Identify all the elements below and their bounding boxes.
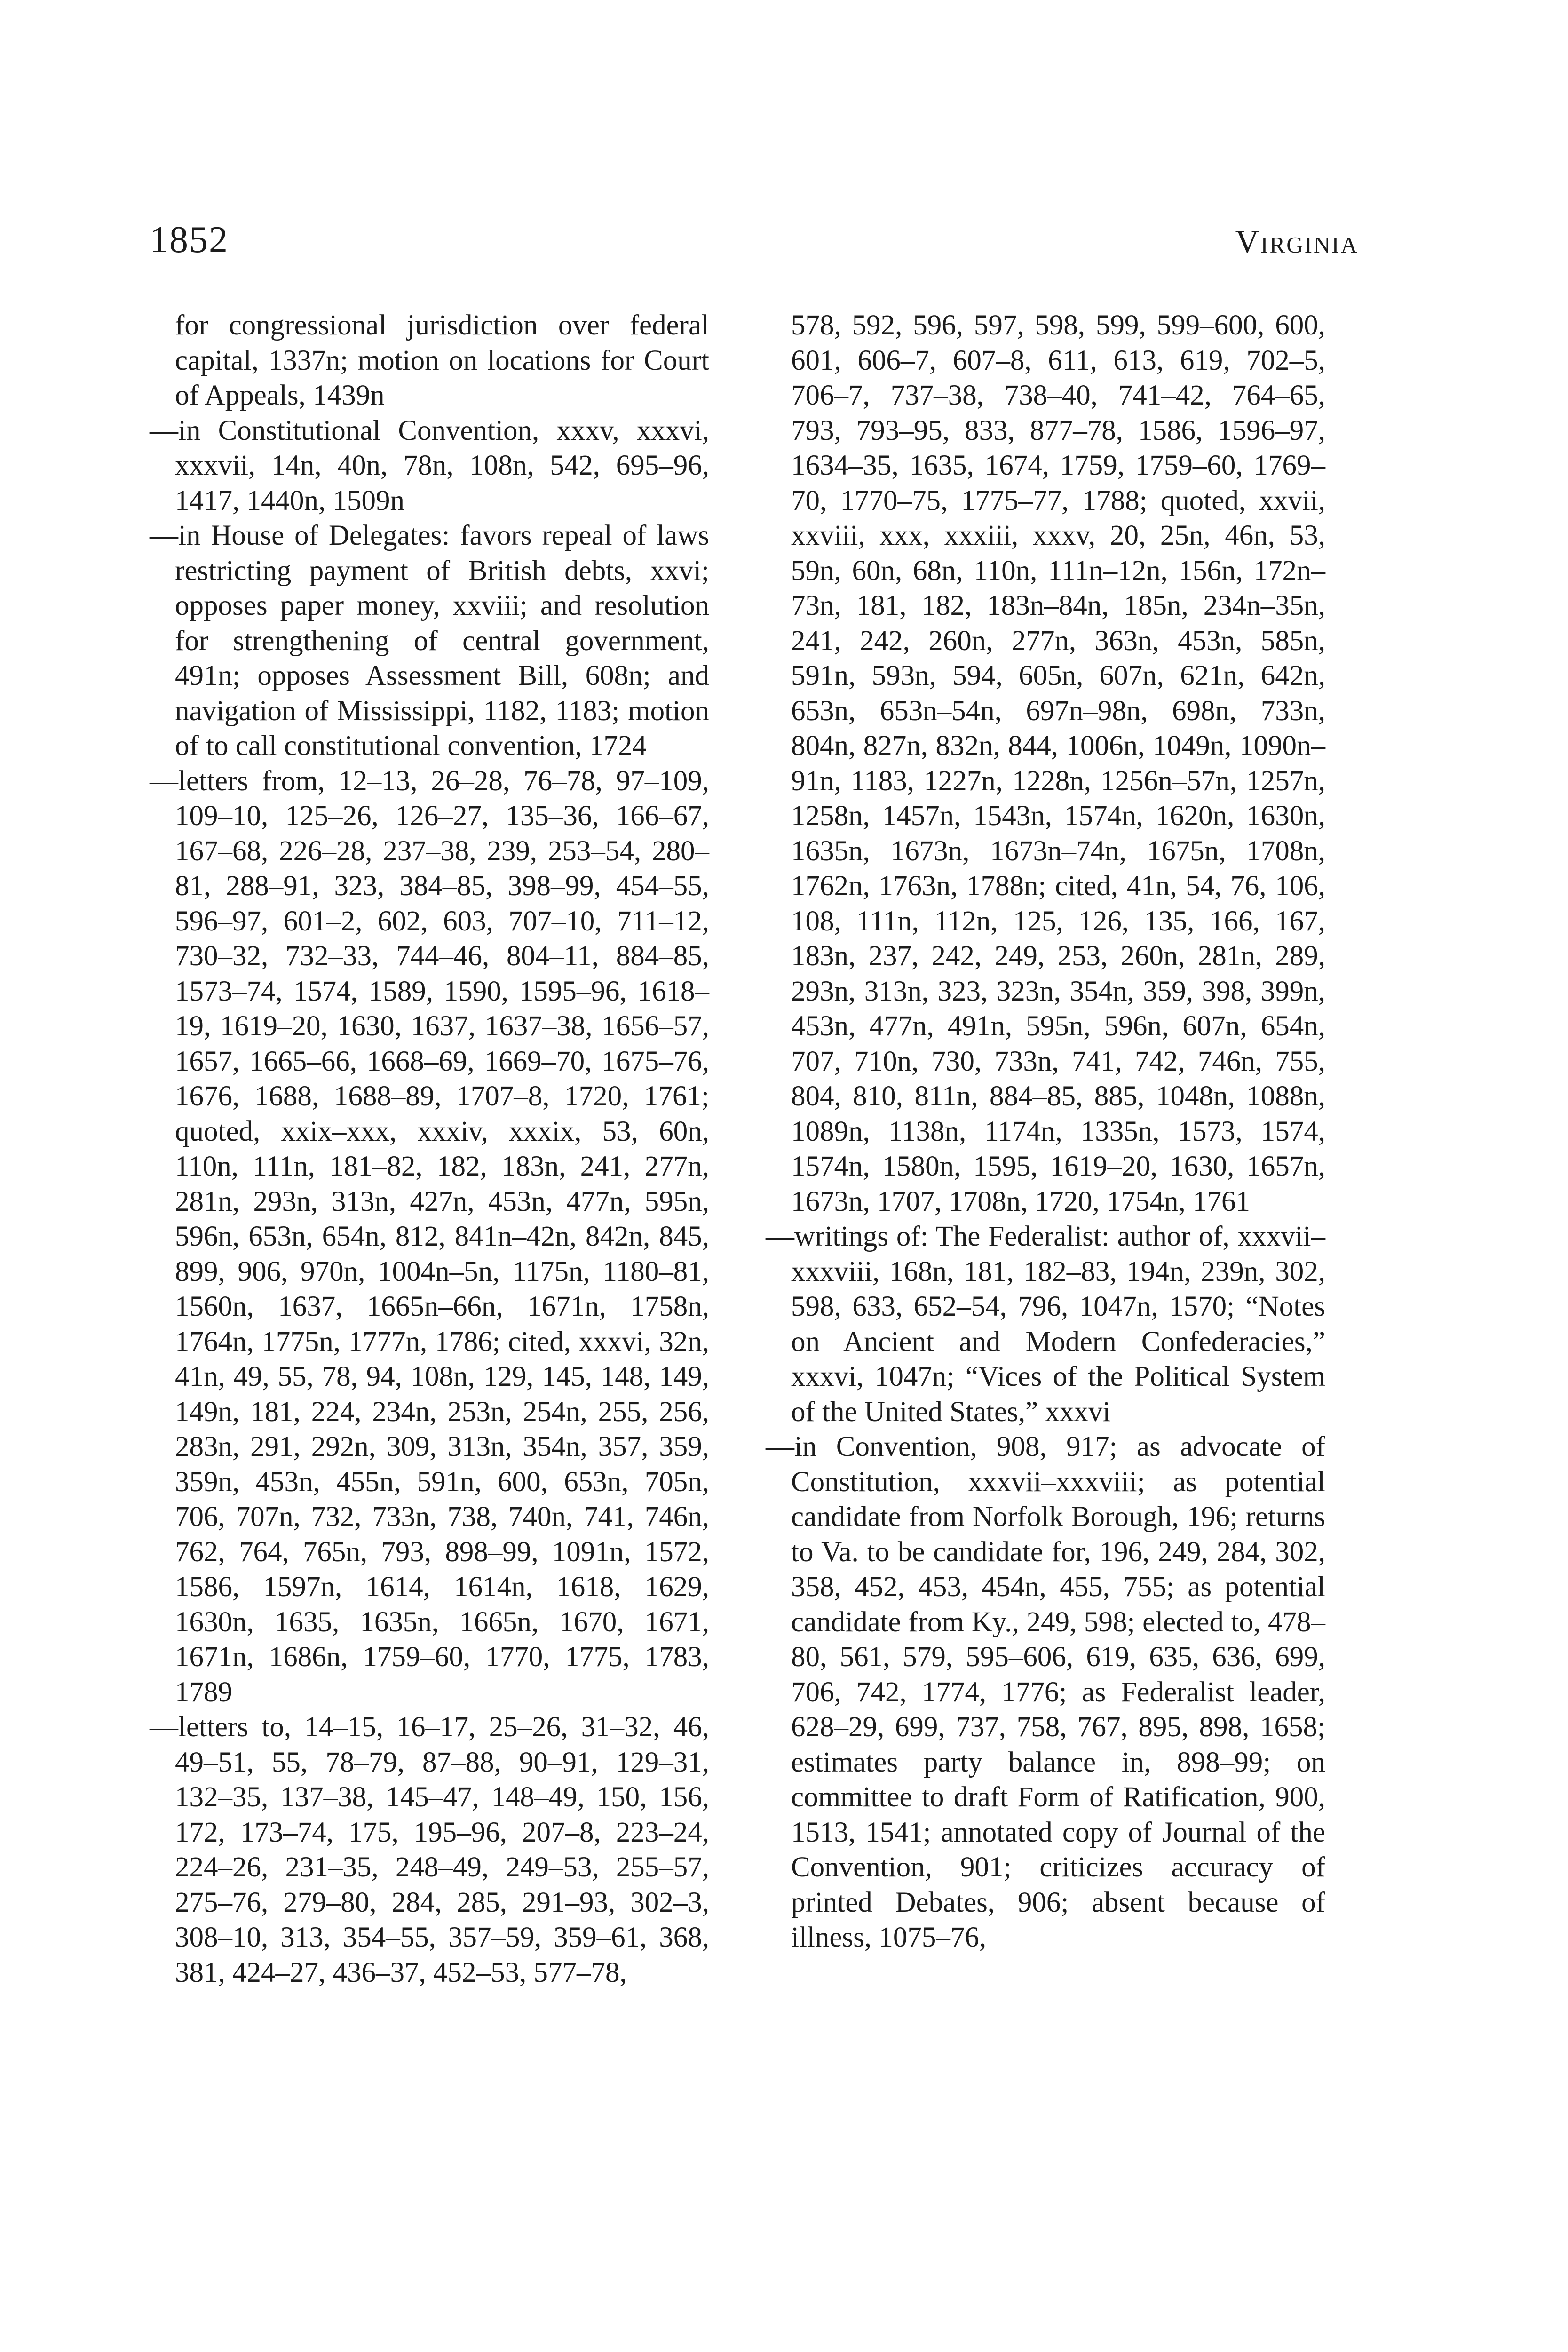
index-entry: —writings of: The Federalist: author of, xxxvii–xxxviii, 168n, 181, 182–83, 194n, 239n, 302, 598, 633, 652–54, 796, 1047n, 1570; “Notes on Ancient and Modern Confederacies,” xxxvi, 1047n; “Vices of the Political System of the United States,” xxxvi	[766, 1221, 1325, 1428]
index-entry: —in House of Delegates: favors repeal of laws restricting payment of British debts, xxvi; opposes paper money, xxviii; and resolution for strengthening of central government, 491n; opposes Assessment Bill, 608n; and navigation of Mississippi, 1182, 1183; motion of to call constitutional convention, 1724	[150, 520, 709, 762]
index-entry: —letters from, 12–13, 26–28, 76–78, 97–109, 109–10, 125–26, 126–27, 135–36, 166–67, 167–68, 226–28, 237–38, 239, 253–54, 280–81, 288–91, 323, 384–85, 398–99, 454–55, 596–97, 601–2, 602, 603, 707–10, 711–12, 730–32, 732–33, 744–46, 804–11, 884–85, 1573–74, 1574, 1589, 1590, 1595–96, 1618–19, 1619–20, 1630, 1637, 1637–38, 1656–57, 1657, 1665–66, 1668–69, 1669–70, 1675–76, 1676, 1688, 1688–89, 1707–8, 1720, 1761; quoted, xxix–xxx, xxxiv, xxxix, 53, 60n, 110n, 111n, 181–82, 182, 183n, 241, 277n, 281n, 293n, 313n, 427n, 453n, 477n, 595n, 596n, 653n, 654n, 812, 841n–42n, 842n, 845, 899, 906, 970n, 1004n–5n, 1175n, 1180–81, 1560n, 1637, 1665n–66n, 1671n, 1758n, 1764n, 1775n, 1777n, 1786; cited, xxxvi, 32n, 41n, 49, 55, 78, 94, 108n, 129, 145, 148, 149, 149n, 181, 224, 234n, 253n, 254n, 255, 256, 283n, 291, 292n, 309, 313n, 354n, 357, 359, 359n, 453n, 455n, 591n, 600, 653n, 705n, 706, 707n, 732, 733n, 738, 740n, 741, 746n, 762, 764, 765n, 793, 898–99, 1091n, 1572, 1586, 1597n, 1614, 1614n, 1618, 1629, 1630n, 1635, 1635n, 1665n, 1670, 1671, 1671n, 1686n, 1759–60, 1770, 1775, 1783, 1789	[150, 765, 709, 1708]
index-entry: for congressional jurisdiction over federal capital, 1337n; motion on locations for Court of Appeals, 1439n	[175, 310, 709, 411]
page-number: 1852	[150, 219, 229, 261]
running-head: Virginia	[1235, 224, 1359, 260]
index-column-right	[766, 308, 1325, 1955]
index-entry: 578, 592, 596, 597, 598, 599, 599–600, 600, 601, 606–7, 607–8, 611, 613, 619, 702–5, 706–7, 737–38, 738–40, 741–42, 764–65, 793, 793–95, 833, 877–78, 1586, 1596–97, 1634–35, 1635, 1674, 1759, 1759–60, 1769–70, 1770–75, 1775–77, 1788; quoted, xxvii, xxviii, xxx, xxxiii, xxxv, 20, 25n, 46n, 53, 59n, 60n, 68n, 110n, 111n–12n, 156n, 172n–73n, 181, 182, 183n–84n, 185n, 234n–35n, 241, 242, 260n, 277n, 363n, 453n, 585n, 591n, 593n, 594, 605n, 607n, 621n, 642n, 653n, 653n–54n, 697n–98n, 698n, 733n, 804n, 827n, 832n, 844, 1006n, 1049n, 1090n–91n, 1183, 1227n, 1228n, 1256n–57n, 1257n, 1258n, 1457n, 1543n, 1574n, 1620n, 1630n, 1635n, 1673n, 1673n–74n, 1675n, 1708n, 1762n, 1763n, 1788n; cited, 41n, 54, 76, 106, 108, 111n, 112n, 125, 126, 135, 166, 167, 183n, 237, 242, 249, 253, 260n, 281n, 289, 293n, 313n, 323, 323n, 354n, 359, 398, 399n, 453n, 477n, 491n, 595n, 596n, 607n, 654n, 707, 710n, 730, 733n, 741, 742, 746n, 755, 804, 810, 811n, 884–85, 885, 1048n, 1088n, 1089n, 1138n, 1174n, 1335n, 1573, 1574, 1574n, 1580n, 1595, 1619–20, 1630, 1657n, 1673n, 1707, 1708n, 1720, 1754n, 1761	[791, 310, 1325, 1217]
index-entry: —in Constitutional Convention, xxxv, xxxvi, xxxvii, 14n, 40n, 78n, 108n, 542, 695–96, 1417, 1440n, 1509n	[150, 414, 709, 516]
index-entry: —in Convention, 908, 917; as advocate of Constitution, xxxvii–xxxviii; as potential candidate from Norfolk Borough, 196; returns to Va. to be candidate for, 196, 249, 284, 302, 358, 452, 453, 454n, 455, 755; as potential candidate from Ky., 249, 598; elected to, 478–80, 561, 579, 595–606, 619, 635, 636, 699, 706, 742, 1774, 1776; as Federalist leader, 628–29, 699, 737, 758, 767, 895, 898, 1658; estimates party balance in, 898–99; on committee to draft Form of Ratification, 900, 1513, 1541; annotated copy of Journal of the Convention, 901; criticizes accuracy of printed Debates, 906; absent because of illness, 1075–76,	[766, 1431, 1325, 1953]
index-column-left	[150, 308, 709, 1990]
index-entry: —letters to, 14–15, 16–17, 25–26, 31–32, 46, 49–51, 55, 78–79, 87–88, 90–91, 129–31, 132–35, 137–38, 145–47, 148–49, 150, 156, 172, 173–74, 175, 195–96, 207–8, 223–24, 224–26, 231–35, 248–49, 249–53, 255–57, 275–76, 279–80, 284, 285, 291–93, 302–3, 308–10, 313, 354–55, 357–59, 359–61, 368, 381, 424–27, 436–37, 452–53, 577–78,	[150, 1711, 709, 1988]
